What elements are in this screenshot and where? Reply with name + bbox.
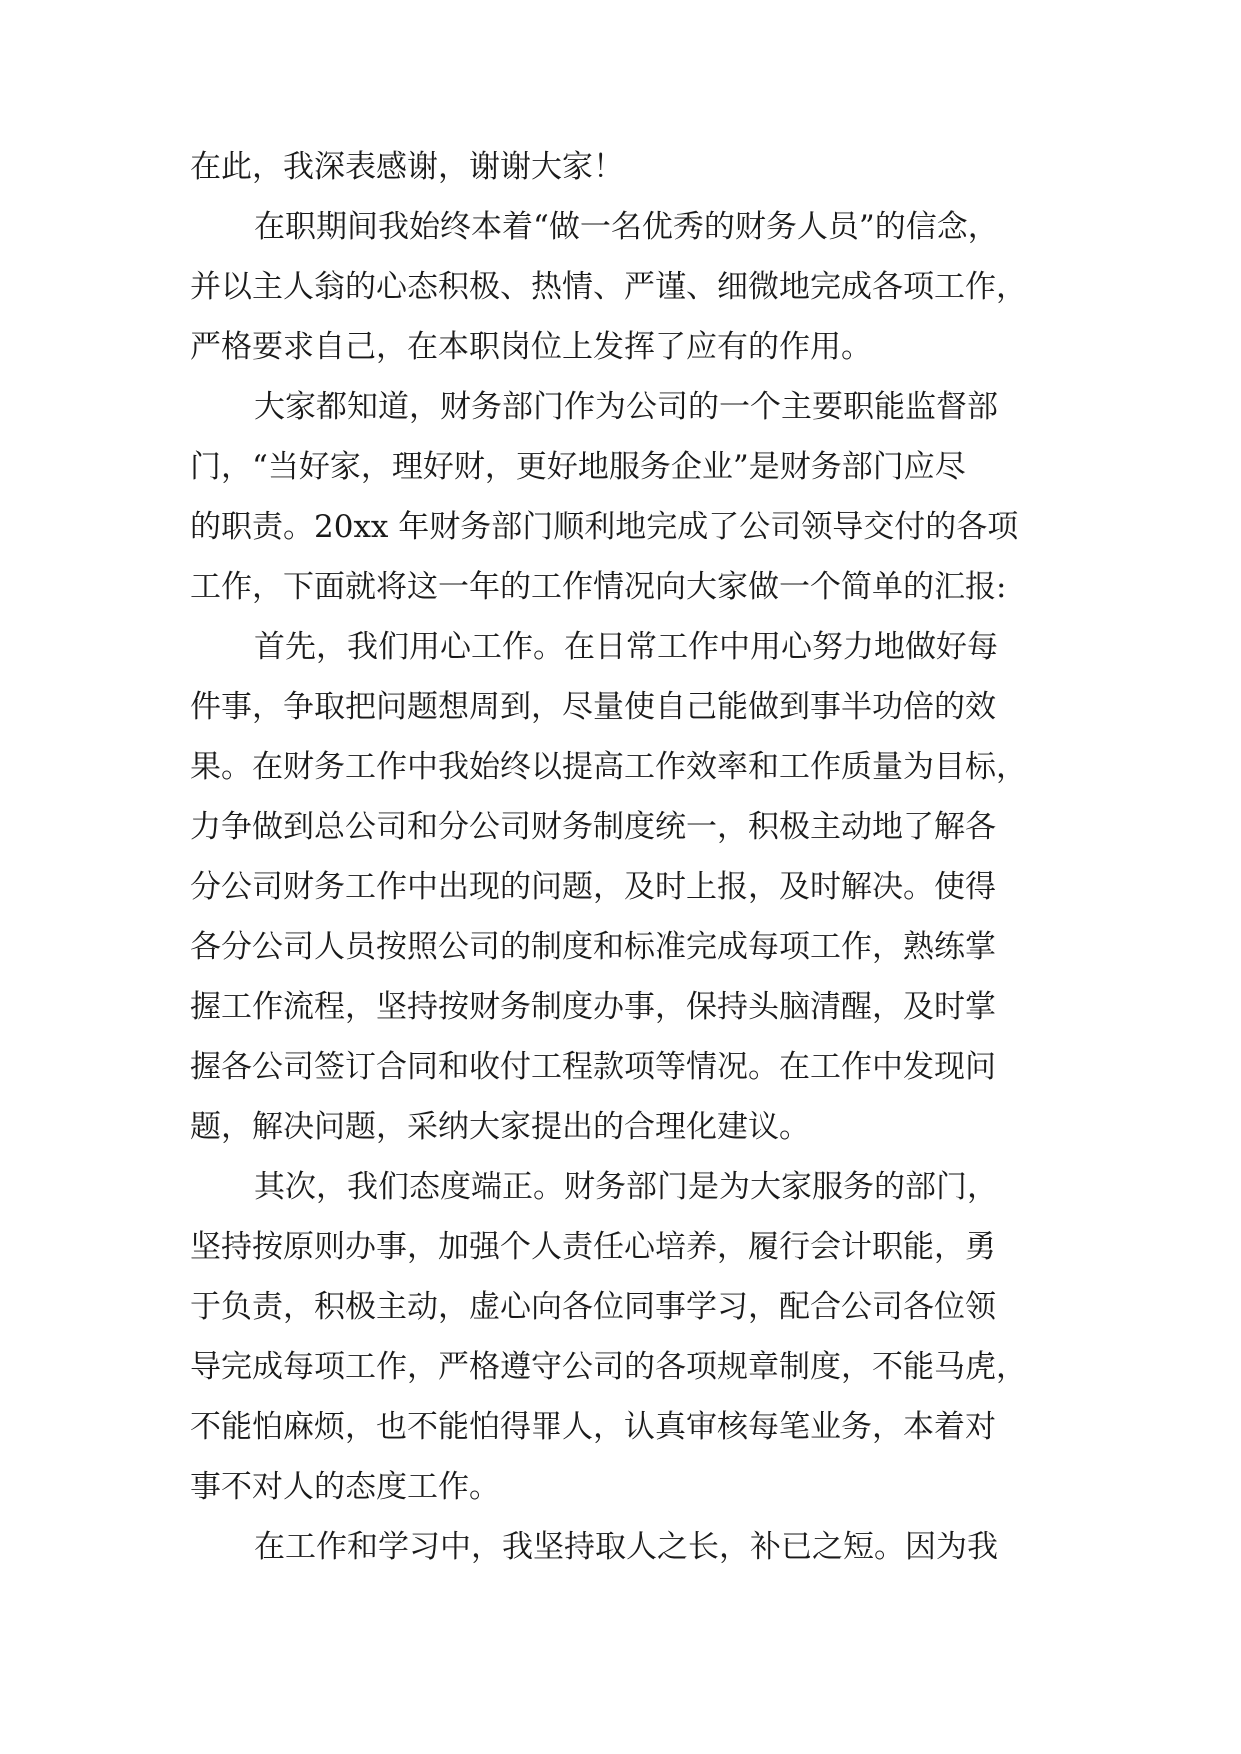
text-line: 的职责。20xx 年财务部门顺利地完成了公司领导交付的各项 xyxy=(190,509,1019,545)
paragraph-first-line: 在职期间我始终本着“做一名优秀的财务人员”的信念， xyxy=(254,209,999,245)
text-line: 导完成每项工作，严格遵守公司的各项规章制度，不能马虎， xyxy=(190,1349,1027,1385)
text-line: 果。在财务工作中我始终以提高工作效率和工作质量为目标， xyxy=(190,749,1027,785)
paragraph-first-line: 大家都知道，财务部门作为公司的一个主要职能监督部 xyxy=(254,389,998,425)
paragraph-first-line: 首先，我们用心工作。在日常工作中用心努力地做好每 xyxy=(254,629,998,665)
text-line: 件事，争取把问题想周到，尽量使自己能做到事半功倍的效 xyxy=(190,689,996,725)
paragraph-first-line: 在工作和学习中，我坚持取人之长，补已之短。因为我 xyxy=(254,1529,998,1565)
text-line: 严格要求自己，在本职岗位上发挥了应有的作用。 xyxy=(190,329,872,365)
text-line: 握各公司签订合同和收付工程款项等情况。在工作中发现问 xyxy=(190,1049,996,1085)
text-line: 不能怕麻烦，也不能怕得罪人，认真审核每笔业务，本着对 xyxy=(190,1409,996,1445)
text-line: 于负责，积极主动，虚心向各位同事学习，配合公司各位领 xyxy=(190,1289,996,1325)
text-line: 在此，我深表感谢，谢谢大家！ xyxy=(190,149,624,185)
text-line: 事不对人的态度工作。 xyxy=(190,1469,500,1505)
paragraph-first-line: 其次，我们态度端正。财务部门是为大家服务的部门， xyxy=(254,1169,998,1205)
text-line: 力争做到总公司和分公司财务制度统一，积极主动地了解各 xyxy=(190,809,996,845)
text-line: 并以主人翁的心态积极、热情、严谨、细微地完成各项工作， xyxy=(190,269,1027,305)
text-line: 题，解决问题，采纳大家提出的合理化建议。 xyxy=(190,1109,810,1145)
text-line: 坚持按原则办事，加强个人责任心培养，履行会计职能，勇 xyxy=(190,1229,996,1265)
text-line: 握工作流程，坚持按财务制度办事，保持头脑清醒，及时掌 xyxy=(190,989,996,1025)
text-line: 门，“当好家，理好财，更好地服务企业”是财务部门应尽 xyxy=(190,449,966,485)
text-line: 分公司财务工作中出现的问题，及时上报，及时解决。使得 xyxy=(190,869,996,905)
text-line: 工作，下面就将这一年的工作情况向大家做一个简单的汇报: xyxy=(190,569,1007,605)
text-line: 各分公司人员按照公司的制度和标准完成每项工作，熟练掌 xyxy=(190,929,996,965)
